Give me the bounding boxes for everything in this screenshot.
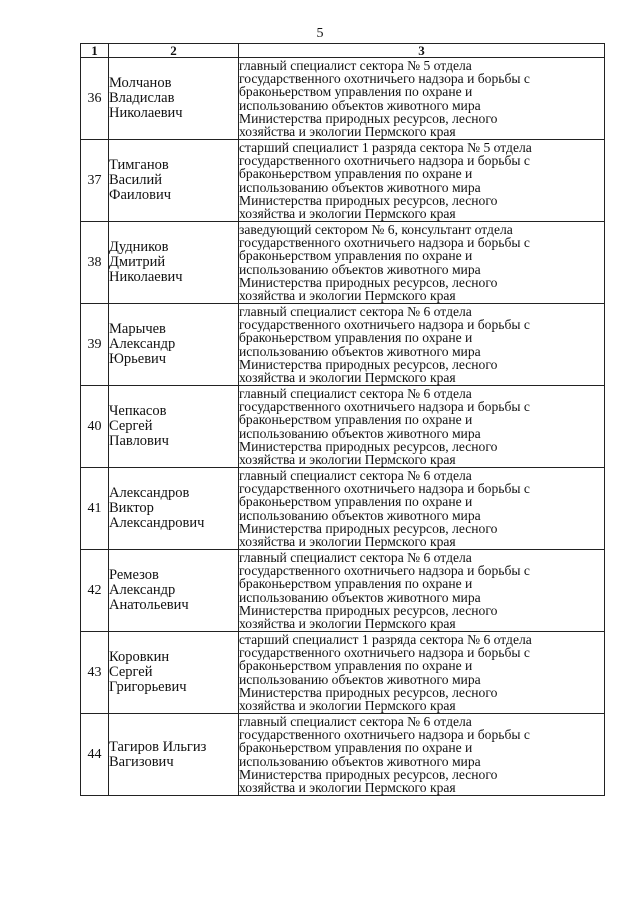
name-line: Николаевич — [109, 269, 183, 285]
position-line: использованию объектов животного мира — [239, 425, 481, 441]
position-line: хозяйства и экологии Пермского края — [239, 369, 456, 385]
position-line: государственного охотничьего надзора и борьбы с — [239, 399, 530, 415]
position-line: использованию объектов животного мира — [239, 507, 481, 523]
position-line: использованию объектов животного мира — [239, 179, 481, 195]
position-line: использованию объектов животного мира — [239, 261, 481, 277]
position-line: браконьерством управления по охране и — [239, 166, 473, 182]
name-line: Тимганов — [109, 157, 169, 173]
employee-position — [239, 632, 605, 714]
position-line: хозяйства и экологии Пермского края — [239, 615, 456, 631]
name-line: Павлович — [109, 433, 169, 449]
name-line: Александров — [109, 485, 190, 501]
position-line: использованию объектов животного мира — [239, 97, 481, 113]
name-line: Марычев — [109, 321, 166, 337]
name-line: Юрьевич — [109, 351, 167, 367]
name-line: Сергей — [109, 418, 153, 434]
employee-position — [239, 58, 605, 140]
name-line: Ремезов — [109, 567, 159, 583]
name-line: Тагиров Ильгиз — [109, 738, 207, 755]
table-body — [81, 58, 605, 796]
name-line: Виктор — [109, 500, 154, 516]
name-line: Фаилович — [109, 187, 172, 203]
name-line: Александр — [109, 582, 176, 598]
name-line: Николаевич — [109, 105, 183, 121]
name-line: Вагизович — [109, 753, 174, 770]
row-number: 40 — [81, 386, 109, 468]
position-line: хозяйства и экологии Пермского края — [239, 287, 456, 303]
table-row — [81, 304, 605, 386]
name-line: Василий — [109, 172, 163, 188]
employee-table — [80, 43, 605, 796]
name-line: Сергей — [109, 664, 153, 680]
position-line: браконьерством управления по охране и — [239, 658, 473, 674]
employee-position — [239, 714, 605, 796]
name-line: Чепкасов — [109, 403, 167, 419]
table-row — [81, 714, 605, 796]
table-header-row — [81, 44, 605, 58]
row-number: 41 — [81, 468, 109, 550]
row-number: 37 — [81, 140, 109, 222]
row-number: 42 — [81, 550, 109, 632]
employee-position — [239, 140, 605, 222]
position-line: государственного охотничьего надзора и борьбы с — [239, 317, 530, 333]
row-number: 36 — [81, 58, 109, 140]
employee-name — [109, 140, 239, 222]
position-line: Министерства природных ресурсов, лесного — [239, 274, 498, 290]
position-line: Министерства природных ресурсов, лесного — [239, 110, 498, 126]
table-row — [81, 468, 605, 550]
name-line: Владислав — [109, 90, 175, 106]
table-row — [81, 632, 605, 714]
position-line: главный специалист сектора № 6 отдела — [239, 467, 472, 483]
position-line: браконьерством управления по охране и — [239, 84, 473, 100]
position-line: Министерства природных ресурсов, лесного — [239, 192, 498, 208]
table-row — [81, 222, 605, 304]
position-line: браконьерством управления по охране и — [239, 740, 473, 756]
position-line: браконьерством управления по охране и — [239, 330, 473, 346]
name-line: Дмитрий — [109, 254, 166, 270]
row-number: 44 — [81, 714, 109, 796]
name-line: Александрович — [109, 515, 205, 531]
position-line: хозяйства и экологии Пермского края — [239, 451, 456, 467]
row-number: 43 — [81, 632, 109, 714]
position-line: хозяйства и экологии Пермского края — [239, 205, 456, 221]
position-line: государственного охотничьего надзора и борьбы с — [239, 71, 530, 87]
employee-name — [109, 714, 239, 796]
table-row — [81, 386, 605, 468]
position-line: Министерства природных ресурсов, лесного — [239, 766, 498, 782]
position-line: использованию объектов животного мира — [239, 671, 481, 687]
employee-name — [109, 550, 239, 632]
position-line: хозяйства и экологии Пермского края — [239, 779, 456, 795]
position-line: браконьерством управления по охране и — [239, 494, 473, 510]
employee-position — [239, 222, 605, 304]
table-row — [81, 58, 605, 140]
position-line: Министерства природных ресурсов, лесного — [239, 438, 498, 454]
name-line: Коровкин — [109, 649, 170, 665]
position-line: государственного охотничьего надзора и борьбы с — [239, 481, 530, 497]
column-header-name: 2 — [109, 44, 239, 58]
column-header-number: 1 — [81, 44, 109, 58]
position-line: государственного охотничьего надзора и борьбы с — [239, 645, 530, 661]
employee-name — [109, 222, 239, 304]
position-line: браконьерством управления по охране и — [239, 412, 473, 428]
position-line: использованию объектов животного мира — [239, 343, 481, 359]
position-line: хозяйства и экологии Пермского края — [239, 123, 456, 139]
employee-name — [109, 304, 239, 386]
position-line: заведующий сектором № 6, консультант отдела — [239, 221, 513, 237]
row-number: 39 — [81, 304, 109, 386]
employee-name — [109, 386, 239, 468]
position-line: государственного охотничьего надзора и борьбы с — [239, 153, 530, 169]
row-number: 38 — [81, 222, 109, 304]
position-line: хозяйства и экологии Пермского края — [239, 533, 456, 549]
name-line: Молчанов — [109, 75, 172, 91]
employee-position — [239, 468, 605, 550]
position-line: браконьерством управления по охране и — [239, 576, 473, 592]
position-line: государственного охотничьего надзора и борьбы с — [239, 727, 530, 743]
employee-position — [239, 550, 605, 632]
name-line: Дудников — [109, 239, 169, 255]
column-header-position: 3 — [239, 44, 605, 58]
table-row — [81, 550, 605, 632]
page-number: 5 — [316, 26, 324, 41]
name-line: Анатольевич — [109, 597, 189, 613]
position-line: главный специалист сектора № 6 отдела — [239, 713, 472, 729]
position-line: государственного охотничьего надзора и борьбы с — [239, 235, 530, 251]
position-line: старший специалист 1 разряда сектора № 5 отдела — [239, 139, 532, 155]
name-line: Григорьевич — [109, 679, 187, 695]
employee-name — [109, 58, 239, 140]
position-line: использованию объектов животного мира — [239, 753, 481, 769]
position-line: использованию объектов животного мира — [239, 589, 481, 605]
position-line: главный специалист сектора № 5 отдела — [239, 57, 472, 73]
position-line: браконьерством управления по охране и — [239, 248, 473, 264]
position-line: старший специалист 1 разряда сектора № 6 отдела — [239, 631, 532, 647]
position-line: Министерства природных ресурсов, лесного — [239, 356, 498, 372]
position-line: хозяйства и экологии Пермского края — [239, 697, 456, 713]
position-line: главный специалист сектора № 6 отдела — [239, 303, 472, 319]
employee-position — [239, 386, 605, 468]
table-row — [81, 140, 605, 222]
employee-name — [109, 468, 239, 550]
employee-position — [239, 304, 605, 386]
position-line: Министерства природных ресурсов, лесного — [239, 520, 498, 536]
position-line: Министерства природных ресурсов, лесного — [239, 602, 498, 618]
position-line: Министерства природных ресурсов, лесного — [239, 684, 498, 700]
position-line: главный специалист сектора № 6 отдела — [239, 549, 472, 565]
position-line: главный специалист сектора № 6 отдела — [239, 385, 472, 401]
employee-name — [109, 632, 239, 714]
position-line: государственного охотничьего надзора и борьбы с — [239, 563, 530, 579]
name-line: Александр — [109, 336, 176, 352]
